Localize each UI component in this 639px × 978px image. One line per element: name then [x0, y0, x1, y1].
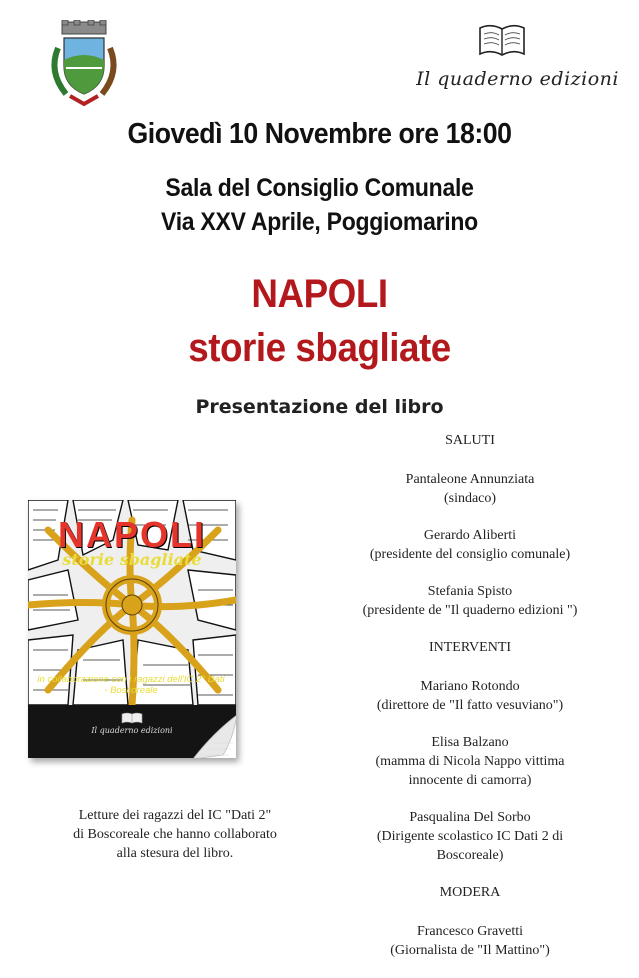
municipal-crest — [44, 20, 124, 108]
speaker-name: Mariano Rotondo — [420, 679, 520, 694]
speaker-name: Francesco Gravetti — [416, 924, 524, 939]
book-title-line2: storie sbagliate — [188, 326, 451, 370]
programme-list — [320, 431, 620, 978]
speaker-entry — [320, 808, 620, 865]
book-title-line1: NAPOLI — [251, 272, 388, 316]
cover-subtitle: storie sbagliate — [62, 550, 202, 569]
speaker-entry — [320, 470, 620, 508]
section-heading: INTERVENTI — [428, 640, 512, 655]
speaker-entry — [320, 733, 620, 790]
speaker-name: Pasqualina Del Sorbo — [409, 810, 531, 825]
speaker-role: Boscoreale) — [436, 848, 504, 863]
section-saluti — [320, 431, 620, 620]
speaker-entry — [320, 922, 620, 960]
municipal-crest-icon — [44, 20, 124, 108]
speaker-name: Pantaleone Annunziata — [405, 472, 535, 487]
cover-title: NAPOLI — [57, 514, 206, 555]
presentation-subtitle: Presentazione del libro — [195, 396, 444, 418]
speaker-name: Elisa Balzano — [431, 735, 509, 750]
section-heading: MODERA — [439, 885, 501, 900]
book-cover — [28, 500, 236, 758]
section-modera — [320, 883, 620, 960]
event-date-time: Giovedì 10 Novembre ore 18:00 — [127, 118, 512, 150]
readings-line: alla stesura del libro. — [116, 846, 234, 861]
publisher-logo — [389, 18, 619, 98]
speaker-entry — [320, 677, 620, 715]
venue-name: Sala del Consiglio Comunale — [165, 174, 474, 202]
cover-publisher: Il quaderno edizioni — [91, 726, 173, 735]
speaker-role: (Dirigente scolastico IC Dati 2 di — [376, 829, 564, 844]
page-curl-decoration — [193, 715, 236, 758]
venue-address: Via XXV Aprile, Poggiomarino — [161, 208, 478, 236]
open-book-icon — [477, 20, 527, 58]
open-book-icon — [121, 711, 143, 724]
cover-note: in collaborazione con i ragazzi dell'IC 2° Dati - Boscoreale — [37, 674, 225, 696]
section-heading: SALUTI — [445, 433, 495, 448]
speaker-role: (presidente del consiglio comunale) — [369, 547, 571, 562]
speaker-entry — [320, 582, 620, 620]
readings-note — [40, 806, 310, 863]
speaker-role: (mamma di Nicola Nappo vittima — [375, 754, 565, 769]
speaker-role: innocente di camorra) — [408, 773, 532, 788]
speaker-role: (Giornalista de "Il Mattino") — [390, 943, 550, 958]
readings-line: Letture dei ragazzi del IC "Dati 2" — [78, 808, 272, 823]
speaker-role: (direttore de "Il fatto vesuviano") — [376, 698, 564, 713]
speaker-entry — [320, 526, 620, 564]
section-interventi — [320, 638, 620, 865]
readings-line: di Boscoreale che hanno collaborato — [73, 827, 277, 842]
speaker-role: (sindaco) — [443, 491, 497, 506]
publisher-name: Il quaderno edizioni — [416, 68, 619, 90]
speaker-name: Stefania Spisto — [427, 584, 513, 599]
speaker-name: Gerardo Aliberti — [423, 528, 517, 543]
speaker-role: (presidente de "Il quaderno edizioni ") — [362, 603, 578, 618]
